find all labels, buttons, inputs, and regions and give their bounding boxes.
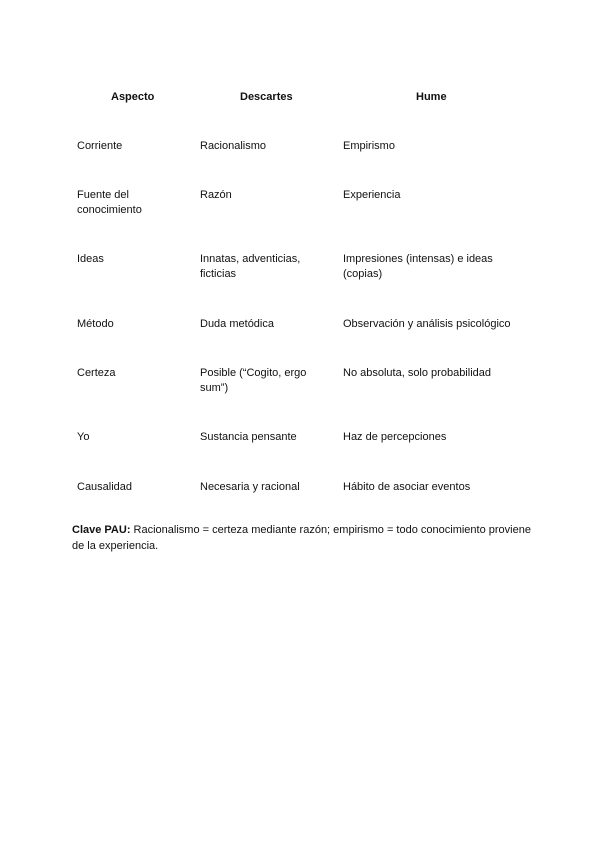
row-descartes: Razón — [200, 189, 232, 201]
note-text: Racionalismo = certeza mediante razón; empirismo = todo conocimiento proviene de la experiencia. — [72, 524, 531, 552]
header-aspect: Aspecto — [111, 91, 155, 103]
row-descartes: Sustancia pensante — [200, 431, 297, 443]
row-hume: Experiencia — [343, 189, 401, 201]
note-label: Clave PAU: — [72, 524, 131, 536]
row-descartes: Posible (“Cogito, ergo sum”) — [200, 367, 307, 394]
row-aspect: Yo — [77, 431, 90, 443]
header-hume: Hume — [416, 91, 447, 103]
row-aspect: Ideas — [77, 253, 104, 265]
header-descartes: Descartes — [240, 91, 293, 103]
row-aspect: Causalidad — [77, 481, 133, 493]
row-descartes: Racionalismo — [200, 140, 267, 152]
row-hume: Hábito de asociar eventos — [343, 481, 471, 493]
row-descartes: Necesaria y racional — [200, 481, 300, 493]
row-aspect: Fuente del conocimiento — [77, 189, 142, 216]
row-hume: Observación y análisis psicológico — [343, 318, 511, 330]
row-descartes: Innatas, adventicias, ficticias — [200, 253, 301, 280]
row-descartes: Duda metódica — [200, 318, 274, 330]
row-hume: Impresiones (intensas) e ideas (copias) — [343, 253, 493, 280]
row-hume: No absoluta, solo probabilidad — [343, 367, 491, 379]
row-aspect: Método — [77, 318, 114, 330]
row-aspect: Corriente — [77, 140, 123, 152]
row-aspect: Certeza — [77, 367, 116, 379]
row-hume: Empirismo — [343, 140, 395, 152]
pau-key-note — [72, 522, 532, 554]
row-hume: Haz de percepciones — [343, 431, 447, 443]
